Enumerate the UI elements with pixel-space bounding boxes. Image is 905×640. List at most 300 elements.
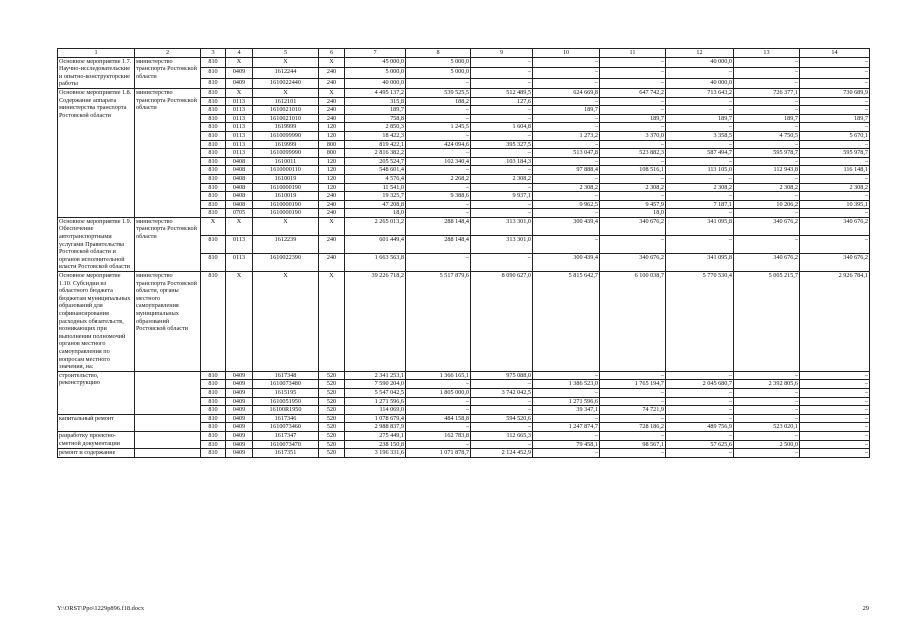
value-cell: 800 (319, 140, 345, 149)
value-cell: 120 (319, 123, 345, 132)
value-cell: 5 517 879,6 (406, 272, 471, 372)
value-cell: 240 (319, 253, 345, 271)
column-header: 4 (226, 49, 253, 58)
value-cell: 11 541,0 (345, 183, 406, 192)
value-cell: – (800, 380, 870, 389)
value-cell: – (600, 174, 666, 183)
value-cell: 0408 (226, 183, 253, 192)
value-cell: – (533, 157, 600, 166)
value-cell: – (800, 235, 870, 253)
value-cell: 1617346 (253, 414, 319, 423)
value-cell: 18 422,3 (345, 131, 406, 140)
value-cell: 10 395,1 (800, 200, 870, 209)
value-cell: 57 625,6 (666, 440, 734, 449)
column-header: 7 (345, 49, 406, 58)
value-cell: – (533, 97, 600, 106)
value-cell: 810 (201, 406, 226, 415)
value-cell: 810 (201, 106, 226, 115)
value-cell: 548 601,4 (345, 166, 406, 175)
value-cell: 240 (319, 106, 345, 115)
value-cell: 188,2 (406, 97, 471, 106)
column-header: 2 (135, 49, 201, 58)
column-header: 5 (253, 49, 319, 58)
value-cell: 730 689,9 (800, 88, 870, 97)
value-cell: 0113 (226, 253, 253, 271)
value-cell: 810 (201, 431, 226, 440)
value-cell: X (253, 88, 319, 97)
table-row (58, 414, 870, 423)
table-row (58, 371, 870, 380)
value-cell: – (533, 174, 600, 183)
value-cell: 520 (319, 388, 345, 397)
value-cell: – (666, 174, 734, 183)
value-cell: 0408 (226, 200, 253, 209)
value-cell: 340 676,2 (600, 253, 666, 271)
value-cell: 624 669,8 (533, 88, 600, 97)
value-cell: – (800, 440, 870, 449)
value-cell: 810 (201, 272, 226, 372)
value-cell: X (319, 217, 345, 235)
activity-name-cell: разработку проектно-сметной документации (58, 431, 135, 448)
value-cell: – (600, 157, 666, 166)
value-cell: – (800, 423, 870, 432)
budget-table (57, 48, 870, 458)
value-cell: 315,8 (345, 97, 406, 106)
value-cell: 1 271 596,6 (345, 397, 406, 406)
value-cell: 810 (201, 174, 226, 183)
value-cell: 113 105,0 (666, 166, 734, 175)
value-cell: – (471, 397, 533, 406)
value-cell: 810 (201, 88, 226, 97)
value-cell: 341 095,8 (666, 217, 734, 235)
value-cell: 18,0 (600, 209, 666, 218)
page-footer (57, 605, 869, 612)
value-cell: 2 926 784,1 (800, 272, 870, 372)
value-cell: – (406, 440, 471, 449)
value-cell: 240 (319, 235, 345, 253)
value-cell: 0409 (226, 449, 253, 458)
value-cell: 1 386 523,0 (533, 380, 600, 389)
value-cell: 595 978,7 (734, 149, 800, 158)
value-cell: – (406, 131, 471, 140)
value-cell: 3 196 331,6 (345, 449, 406, 458)
value-cell: 810 (201, 209, 226, 218)
value-cell: 2 500,0 (734, 440, 800, 449)
value-cell: 1615195 (253, 388, 319, 397)
table-row (58, 272, 870, 372)
value-cell: 810 (201, 78, 226, 88)
executor-cell (135, 431, 201, 448)
value-cell: – (600, 235, 666, 253)
value-cell: – (600, 431, 666, 440)
executor-cell: министерство транспорта Ростовской области (135, 217, 201, 271)
value-cell: 810 (201, 157, 226, 166)
column-header: 1 (58, 49, 135, 58)
value-cell: 9 962,5 (533, 200, 600, 209)
value-cell: – (734, 106, 800, 115)
value-cell: – (734, 431, 800, 440)
value-cell: – (666, 123, 734, 132)
value-cell: 484 158,8 (406, 414, 471, 423)
value-cell: 313 301,0 (471, 217, 533, 235)
value-cell: 120 (319, 183, 345, 192)
value-cell: 601 449,4 (345, 235, 406, 253)
value-cell: 1612239 (253, 235, 319, 253)
value-cell: X (253, 57, 319, 67)
value-cell: 7 187,1 (666, 200, 734, 209)
value-cell: – (800, 431, 870, 440)
value-cell: – (406, 406, 471, 415)
value-cell: 975 088,0 (471, 371, 533, 380)
value-cell: – (406, 149, 471, 158)
value-cell: – (406, 209, 471, 218)
value-cell: 800 (319, 149, 345, 158)
value-cell: 4 750,5 (734, 131, 800, 140)
value-cell: 47 208,8 (345, 200, 406, 209)
value-cell: – (406, 114, 471, 123)
value-cell: 5 815 642,7 (533, 272, 600, 372)
value-cell: 40 000,0 (666, 78, 734, 88)
value-cell: 0113 (226, 123, 253, 132)
value-cell: – (666, 449, 734, 458)
table-row (58, 449, 870, 458)
value-cell: 520 (319, 449, 345, 458)
value-cell: 0408 (226, 174, 253, 183)
value-cell: 240 (319, 200, 345, 209)
value-cell: 74 721,9 (600, 406, 666, 415)
value-cell: 120 (319, 166, 345, 175)
value-cell: 0705 (226, 209, 253, 218)
value-cell: 341 095,8 (666, 253, 734, 271)
value-cell: 1 663 563,8 (345, 253, 406, 271)
value-cell: 810 (201, 131, 226, 140)
value-cell: 7 590 204,0 (345, 380, 406, 389)
value-cell: – (800, 157, 870, 166)
value-cell: 1612101 (253, 97, 319, 106)
value-cell: 340 676,2 (800, 253, 870, 271)
value-cell: 120 (319, 157, 345, 166)
value-cell: 5 547 042,5 (345, 388, 406, 397)
value-cell: 2 392 805,6 (734, 380, 800, 389)
value-cell: – (800, 57, 870, 67)
value-cell: 1612244 (253, 68, 319, 78)
value-cell: 1619999 (253, 123, 319, 132)
value-cell: 395 327,5 (471, 140, 533, 149)
value-cell: 0113 (226, 149, 253, 158)
value-cell: 1610019 (253, 174, 319, 183)
value-cell: – (600, 106, 666, 115)
value-cell: 1610011 (253, 157, 319, 166)
value-cell: – (666, 209, 734, 218)
value-cell: – (666, 431, 734, 440)
value-cell: 810 (201, 192, 226, 201)
value-cell: – (666, 235, 734, 253)
value-cell: – (533, 68, 600, 78)
value-cell: 1610022390 (253, 253, 319, 271)
column-header: 6 (319, 49, 345, 58)
value-cell: 587 494,7 (666, 149, 734, 158)
value-cell: – (600, 414, 666, 423)
value-cell: – (406, 200, 471, 209)
value-cell: – (600, 78, 666, 88)
value-cell: 240 (319, 209, 345, 218)
value-cell: 1 366 165,1 (406, 371, 471, 380)
value-cell: 275 449,1 (345, 431, 406, 440)
value-cell: 2 341 253,1 (345, 371, 406, 380)
value-cell: 1610019 (253, 192, 319, 201)
value-cell: 1610073460 (253, 423, 319, 432)
column-header: 9 (471, 49, 533, 58)
column-header: 10 (533, 49, 600, 58)
value-cell: – (734, 235, 800, 253)
value-cell: 5 000,0 (345, 68, 406, 78)
value-cell: 189,7 (533, 106, 600, 115)
value-cell: – (666, 140, 734, 149)
value-cell: – (800, 106, 870, 115)
value-cell: 523 882,3 (600, 149, 666, 158)
value-cell: 8 090 627,0 (471, 272, 533, 372)
value-cell: – (800, 123, 870, 132)
value-cell: 10 206,2 (734, 200, 800, 209)
value-cell: 112 943,8 (734, 166, 800, 175)
value-cell: 116 148,1 (800, 166, 870, 175)
column-header: 3 (201, 49, 226, 58)
value-cell: – (666, 192, 734, 201)
value-cell: – (471, 209, 533, 218)
value-cell: – (471, 200, 533, 209)
value-cell: 2 308,2 (533, 183, 600, 192)
value-cell: 520 (319, 431, 345, 440)
value-cell: 18,0 (345, 209, 406, 218)
value-cell: X (226, 88, 253, 97)
value-cell: – (533, 414, 600, 423)
value-cell: 5 005 215,7 (734, 272, 800, 372)
value-cell: – (533, 371, 600, 380)
value-cell: 240 (319, 192, 345, 201)
value-cell: – (471, 380, 533, 389)
value-cell: 189,7 (345, 106, 406, 115)
value-cell: – (600, 97, 666, 106)
value-cell: 810 (201, 183, 226, 192)
value-cell: – (471, 149, 533, 158)
value-cell: 1619999 (253, 140, 319, 149)
activity-name-cell: Основное мероприятие 1.8. Содержание аппарата министерства транспорта Ростовской области (58, 88, 135, 217)
executor-cell (135, 449, 201, 458)
value-cell: – (533, 140, 600, 149)
value-cell: 2 308,2 (471, 174, 533, 183)
value-cell: 45 000,0 (345, 57, 406, 67)
table-row (58, 57, 870, 67)
value-cell: 2 045 680,7 (666, 380, 734, 389)
value-cell: 103 184,3 (471, 157, 533, 166)
value-cell: 4 576,4 (345, 174, 406, 183)
page-number: 29 (862, 605, 869, 612)
value-cell: – (734, 371, 800, 380)
value-cell: – (471, 57, 533, 67)
executor-cell: министерство транспорта Ростовской области, органы местного самоуправления муниципальных образований Ростовской области (135, 272, 201, 372)
value-cell: 240 (319, 97, 345, 106)
value-cell: – (800, 449, 870, 458)
value-cell: 3 370,0 (600, 131, 666, 140)
value-cell: 1610073470 (253, 440, 319, 449)
value-cell: – (600, 123, 666, 132)
value-cell: – (533, 57, 600, 67)
value-cell: – (406, 166, 471, 175)
value-cell: 0113 (226, 131, 253, 140)
value-cell: 1610021010 (253, 106, 319, 115)
value-cell: 0409 (226, 414, 253, 423)
value-cell: – (734, 68, 800, 78)
value-cell: 340 676,2 (800, 217, 870, 235)
value-cell: 0409 (226, 397, 253, 406)
value-cell: 647 742,2 (600, 88, 666, 97)
value-cell: 594 520,6 (471, 414, 533, 423)
value-cell: 539 525,5 (406, 88, 471, 97)
value-cell: 205 524,7 (345, 157, 406, 166)
value-cell: 0409 (226, 423, 253, 432)
value-cell: X (253, 272, 319, 372)
value-cell: – (600, 57, 666, 67)
value-cell: 1 071 878,7 (406, 449, 471, 458)
value-cell: 340 676,2 (734, 217, 800, 235)
value-cell: 9 388,6 (406, 192, 471, 201)
value-cell: 240 (319, 78, 345, 88)
value-cell: – (800, 388, 870, 397)
value-cell: 108 516,1 (600, 166, 666, 175)
value-cell: – (406, 78, 471, 88)
value-cell: – (600, 192, 666, 201)
header-row (58, 49, 870, 58)
value-cell: 0408 (226, 157, 253, 166)
value-cell: 40 000,0 (666, 57, 734, 67)
value-cell: 240 (319, 68, 345, 78)
value-cell: – (666, 406, 734, 415)
value-cell: – (471, 406, 533, 415)
value-cell: 0409 (226, 78, 253, 88)
column-header: 11 (600, 49, 666, 58)
value-cell: – (666, 106, 734, 115)
value-cell: 810 (201, 397, 226, 406)
value-cell: – (800, 371, 870, 380)
executor-cell (135, 414, 201, 431)
value-cell: 2 308,2 (666, 183, 734, 192)
value-cell: – (666, 388, 734, 397)
value-cell: 288 148,4 (406, 217, 471, 235)
value-cell: – (471, 423, 533, 432)
executor-cell: министерство транспорта Ростовской области (135, 57, 201, 88)
value-cell: 520 (319, 380, 345, 389)
value-cell: 713 643,2 (666, 88, 734, 97)
value-cell: 120 (319, 174, 345, 183)
value-cell: 810 (201, 68, 226, 78)
value-cell: – (734, 174, 800, 183)
value-cell: – (600, 68, 666, 78)
value-cell: X (319, 272, 345, 372)
value-cell: – (734, 388, 800, 397)
activity-name-cell: ремонт и содержание (58, 449, 135, 458)
value-cell: 98 567,1 (600, 440, 666, 449)
value-cell: – (600, 140, 666, 149)
value-cell: 16100R1950 (253, 406, 319, 415)
value-cell: 300 439,4 (533, 217, 600, 235)
column-header: 8 (406, 49, 471, 58)
value-cell: X (226, 217, 253, 235)
value-cell: – (471, 68, 533, 78)
value-cell: 162 783,8 (406, 431, 471, 440)
activity-name-cell: капитальный ремонт (58, 414, 135, 431)
value-cell: 520 (319, 414, 345, 423)
value-cell: 1610022440 (253, 78, 319, 88)
value-cell: X (226, 272, 253, 372)
value-cell: 3 742 042,5 (471, 388, 533, 397)
value-cell: – (666, 397, 734, 406)
value-cell: 19 325,7 (345, 192, 406, 201)
value-cell: 0409 (226, 406, 253, 415)
value-cell: 238 150,8 (345, 440, 406, 449)
value-cell: 424 094,6 (406, 140, 471, 149)
value-cell: 819 422,1 (345, 140, 406, 149)
value-cell: – (734, 157, 800, 166)
executor-cell: министерство транспорта Ростовской области (135, 88, 201, 217)
value-cell: – (533, 123, 600, 132)
executor-cell (135, 371, 201, 414)
value-cell: – (406, 397, 471, 406)
column-header: 13 (734, 49, 800, 58)
value-cell: 9 937,1 (471, 192, 533, 201)
value-cell: – (800, 97, 870, 106)
value-cell: 2 265 013,2 (345, 217, 406, 235)
value-cell: – (471, 166, 533, 175)
column-header: 14 (800, 49, 870, 58)
value-cell: – (406, 253, 471, 271)
value-cell: 1 604,8 (471, 123, 533, 132)
value-cell: – (734, 123, 800, 132)
value-cell: X (319, 57, 345, 67)
value-cell: 0113 (226, 235, 253, 253)
value-cell: 1617347 (253, 431, 319, 440)
value-cell: – (800, 68, 870, 78)
value-cell: 340 676,2 (600, 217, 666, 235)
value-cell: 5 000,0 (406, 57, 471, 67)
value-cell: 2 308,2 (600, 183, 666, 192)
value-cell: 127,6 (471, 97, 533, 106)
value-cell: 3 358,5 (666, 131, 734, 140)
value-cell: – (800, 414, 870, 423)
value-cell: X (201, 217, 226, 235)
value-cell: 0113 (226, 106, 253, 115)
value-cell: 1 078 679,4 (345, 414, 406, 423)
value-cell: 5 670,1 (800, 131, 870, 140)
value-cell: 240 (319, 114, 345, 123)
value-cell: 726 377,1 (734, 88, 800, 97)
value-cell: 313 301,0 (471, 235, 533, 253)
value-cell: – (734, 406, 800, 415)
value-cell: – (734, 57, 800, 67)
value-cell: – (600, 371, 666, 380)
value-cell: 288 148,4 (406, 235, 471, 253)
value-cell: 1 765 194,7 (600, 380, 666, 389)
value-cell: 810 (201, 440, 226, 449)
value-cell: 1 805 000,0 (406, 388, 471, 397)
value-cell: 1610021010 (253, 114, 319, 123)
value-cell: – (406, 423, 471, 432)
value-cell: 758,8 (345, 114, 406, 123)
activity-name-cell: Основное мероприятие 1.7. Научно-исследовательские и опытно-конструкторские работы (58, 57, 135, 88)
value-cell: 2 816 382,2 (345, 149, 406, 158)
value-cell: – (533, 114, 600, 123)
value-cell: 300 439,4 (533, 253, 600, 271)
value-cell: 102 340,4 (406, 157, 471, 166)
